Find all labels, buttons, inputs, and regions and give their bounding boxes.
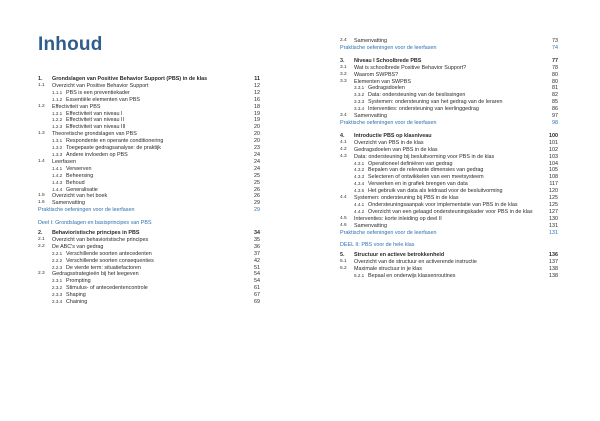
toc-entry[interactable] <box>38 265 260 272</box>
toc-entry-label: Samenvatting <box>354 38 387 44</box>
toc-entry-number: 1.1.2 <box>52 96 63 102</box>
toc-entry-label: Behavioristische principes in PBS <box>52 230 140 237</box>
toc-left-column <box>38 73 260 306</box>
toc-entry-number: 4.3.2 <box>354 167 365 173</box>
toc-entry-label: Bepaal en onderwijs klassenroutines <box>368 273 456 280</box>
toc-entry-page: 61 <box>254 285 260 292</box>
toc-entry-number: 3. <box>340 57 345 64</box>
toc-entry[interactable] <box>38 193 260 200</box>
toc-entry[interactable] <box>340 99 558 106</box>
toc-entry-label: Verschillende soorten antecedenten <box>66 250 152 257</box>
toc-entry-page: 26 <box>254 193 260 200</box>
toc-entry[interactable] <box>340 266 558 273</box>
toc-entry-label: Samenvatting <box>354 113 387 120</box>
toc-entry[interactable] <box>38 251 260 258</box>
toc-entry-label: Data: ondersteuning van de beslissingen <box>368 92 466 99</box>
toc-entry-number: 1.4 <box>38 158 45 164</box>
toc-entry-label: Systemen: ondersteuning van het gedrag van de leraren <box>368 99 503 106</box>
toc-entry-label: Andere invloeden op PBS <box>66 151 128 158</box>
toc-right-column <box>340 38 558 280</box>
toc-entry[interactable] <box>340 140 558 147</box>
toc-entry-label: Effectiviteit van niveau III <box>66 124 126 131</box>
toc-entry[interactable] <box>340 113 558 120</box>
toc-entry-number: 4.3.5 <box>354 188 365 194</box>
toc-entry-page: 80 <box>552 78 558 85</box>
toc-entry-page: 138 <box>549 266 558 273</box>
toc-entry-page: 130 <box>549 215 558 222</box>
toc-entry-page: 97 <box>552 113 558 120</box>
toc-entry[interactable] <box>38 285 260 292</box>
toc-entry-label: Gedragsdoelen van PBS in de klas <box>354 146 438 153</box>
toc-entry-page: 29 <box>254 200 260 207</box>
toc-entry-number: 1.4.4 <box>52 186 63 192</box>
toc-entry-label: Systemen: ondersteuning bij PBS in de klas <box>354 195 459 202</box>
toc-entry-page: 73 <box>552 38 558 44</box>
toc-entry-label: Overzicht van het boek <box>52 193 108 200</box>
toc-entry-number: 4.4.2 <box>354 208 365 214</box>
toc-entry-page: 24 <box>254 165 260 172</box>
toc-entry[interactable] <box>38 145 260 152</box>
toc-entry[interactable] <box>38 104 260 111</box>
toc-spacer <box>340 127 558 130</box>
toc-entry-page: 20 <box>254 138 260 145</box>
toc-entry-label: Shaping <box>66 292 86 299</box>
toc-entry-number: 2.3.3 <box>52 292 63 298</box>
toc-entry-label: Maximale structuur in je klas <box>354 266 423 273</box>
toc-entry-label: Overzicht van PBS in de klas <box>354 139 424 146</box>
toc-entry-page: 19 <box>254 117 260 124</box>
toc-entry-number: 2.2.1 <box>52 250 63 256</box>
toc-entry-page: 20 <box>254 124 260 131</box>
toc-entry-label: Overzicht van Positive Behavior Support <box>52 82 149 89</box>
toc-entry[interactable] <box>340 167 558 174</box>
toc-entry-label: De ABC's van gedrag <box>52 243 104 250</box>
toc-entry-page: 34 <box>254 230 260 237</box>
toc-entry-number: 1.3.2 <box>52 145 63 151</box>
toc-entry-page: 35 <box>254 236 260 243</box>
toc-entry-label: Introductie PBS op klasniveau <box>354 132 432 139</box>
toc-entry-number: 4.6 <box>340 222 347 228</box>
toc-entry-page: 78 <box>552 64 558 71</box>
toc-entry-page: 12 <box>254 89 260 96</box>
toc-entry-page: 138 <box>549 273 558 280</box>
toc-part-heading[interactable] <box>38 220 260 227</box>
toc-entry-page: 37 <box>254 250 260 257</box>
toc-entry-number: 4.5 <box>340 215 347 221</box>
toc-entry-page: 131 <box>549 229 558 236</box>
toc-entry-page: 16 <box>254 96 260 103</box>
toc-entry-page: 98 <box>552 119 558 126</box>
toc-entry[interactable] <box>340 161 558 168</box>
toc-entry-label: Deel I: Grondslagen en basisprincipes van PBS <box>38 220 152 227</box>
toc-entry-number: 1.5 <box>38 193 45 199</box>
toc-entry-number: 1.6 <box>38 200 45 206</box>
toc-entry-label: Niveau I Schoolbrede PBS <box>354 57 422 64</box>
toc-entry-label: Overzicht van de structuur en activerende instructie <box>354 259 477 266</box>
toc-entry[interactable] <box>340 230 558 237</box>
toc-entry-number: 5.1 <box>340 259 347 265</box>
toc-entry[interactable] <box>38 124 260 131</box>
toc-entry-page: 42 <box>254 257 260 264</box>
toc-entry-label: Effectiviteit van PBS <box>52 103 101 110</box>
toc-entry-label: PBS is een preventiekader <box>66 89 130 96</box>
toc-entry-number: 4.3.1 <box>354 160 365 166</box>
toc-entry-page: 19 <box>254 110 260 117</box>
toc-entry-page: 18 <box>254 103 260 110</box>
toc-entry-number: 2.3 <box>38 271 45 277</box>
toc-entry-page: 117 <box>549 181 558 188</box>
toc-entry-label: Waarom SWPBS? <box>354 71 399 78</box>
toc-entry[interactable] <box>340 106 558 113</box>
toc-entry-label: Stimulus- of antecedentencontrole <box>66 285 148 292</box>
toc-entry-number: 1.1 <box>38 82 45 88</box>
toc-entry[interactable] <box>38 180 260 187</box>
toc-entry-label: Beheersing <box>66 172 94 179</box>
toc-entry-number: 4.4.1 <box>354 201 365 207</box>
toc-entry-label: De vierde term: situatiefactoren <box>66 264 141 271</box>
toc-entry-label: Verwerven <box>66 165 92 172</box>
toc-entry-number: 2. <box>38 230 43 237</box>
toc-entry-label: Wat is schoolbrede Positive Behavior Support? <box>354 64 467 71</box>
toc-entry-page: 82 <box>552 92 558 99</box>
toc-entry-page: 11 <box>254 76 260 82</box>
toc-entry[interactable] <box>340 216 558 223</box>
toc-entry[interactable] <box>340 188 558 195</box>
toc-entry[interactable] <box>340 195 558 202</box>
toc-entry-label: Respondente en operante conditionering <box>66 138 164 145</box>
toc-entry-label: Verschillende soorten consequenties <box>66 257 154 264</box>
toc-entry[interactable] <box>340 79 558 86</box>
toc-entry[interactable] <box>38 237 260 244</box>
toc-entry-page: 104 <box>549 160 558 167</box>
toc-entry-label: Interventies: korte inleiding op deel II <box>354 215 442 222</box>
toc-chapter-entry[interactable] <box>38 230 260 237</box>
toc-entry-page: 74 <box>552 44 558 51</box>
toc-entry[interactable] <box>38 200 260 207</box>
toc-entry[interactable] <box>38 83 260 90</box>
toc-entry[interactable] <box>340 174 558 181</box>
toc-entry[interactable] <box>340 202 558 209</box>
toc-entry[interactable] <box>340 45 558 52</box>
toc-entry-number: 2.3.4 <box>52 299 63 305</box>
toc-entry-label: Behoud <box>66 179 85 186</box>
toc-entry-number: 2.2.2 <box>52 257 63 263</box>
toc-entry-label: Gedragsstrategieën bij het leegeven <box>52 271 139 278</box>
toc-entry[interactable] <box>38 90 260 97</box>
toc-entry-page: 127 <box>549 208 558 215</box>
toc-entry-number: 1.3 <box>38 131 45 137</box>
toc-entry-page: 67 <box>254 292 260 299</box>
toc-entry-page: 69 <box>254 299 260 306</box>
toc-entry-label: Selecteren of ontwikkelen van een meetsysteem <box>368 174 484 181</box>
toc-entry-number: 3.4 <box>340 113 347 119</box>
toc-entry[interactable] <box>340 259 558 266</box>
toc-chapter-entry[interactable] <box>340 58 558 65</box>
toc-entry-label: Essentiële elementen van PBS <box>66 96 141 103</box>
toc-entry-label: Chaining <box>66 299 88 306</box>
toc-entry-number: 1. <box>38 76 43 82</box>
toc-entry[interactable] <box>340 38 558 45</box>
toc-entry[interactable] <box>340 154 558 161</box>
toc-entry[interactable] <box>38 152 260 159</box>
toc-entry-label: Ondersteuningsaanpak voor implementatie van PBS in de klas <box>368 201 518 208</box>
toc-entry-number: 1.4.1 <box>52 165 63 171</box>
toc-entry[interactable] <box>340 147 558 154</box>
toc-part-heading[interactable] <box>340 242 558 249</box>
toc-entry-label: Toegepaste gedragsanalyse: de praktijk <box>66 145 161 152</box>
toc-entry-page: 24 <box>254 158 260 165</box>
toc-entry-label: Praktische oefeningen voor de leerfasen <box>340 119 437 126</box>
toc-entry-number: 5.2.1 <box>354 273 365 279</box>
toc-entry[interactable] <box>340 85 558 92</box>
toc-entry-number: 3.3.3 <box>354 99 365 105</box>
toc-entry[interactable] <box>340 223 558 230</box>
toc-entry[interactable] <box>38 131 260 138</box>
toc-entry[interactable] <box>38 117 260 124</box>
toc-entry-number: 4.4 <box>340 195 347 201</box>
toc-entry-number: 2.4 <box>340 38 347 43</box>
toc-entry-page: 36 <box>254 243 260 250</box>
toc-entry-label: Bepalen van de relevante dimensies van gedrag <box>368 167 484 174</box>
toc-entry-number: 4.3.4 <box>354 181 365 187</box>
toc-entry-label: Overzicht van een gelaagd ondersteuningskader voor PBS in de klas <box>368 208 533 215</box>
toc-entry-number: 5. <box>340 252 345 259</box>
toc-entry-number: 3.2 <box>340 71 347 77</box>
toc-entry-page: 25 <box>254 179 260 186</box>
toc-entry-number: 4.3 <box>340 153 347 159</box>
toc-entry-label: Effectiviteit van niveau II <box>66 117 125 124</box>
toc-entry-page: 81 <box>552 85 558 92</box>
toc-entry-page: 23 <box>254 145 260 152</box>
toc-entry[interactable] <box>38 258 260 265</box>
toc-entry-label: Elementen van SWPBS <box>354 78 411 85</box>
toc-entry-number: 4.1 <box>340 139 347 145</box>
toc-entry-page: 136 <box>549 252 558 259</box>
toc-entry-label: Generalisatie <box>66 186 98 193</box>
toc-entry[interactable] <box>38 271 260 278</box>
toc-entry-label: DEEL II: PBS voor de hele klas <box>340 242 415 249</box>
toc-entry-page: 24 <box>254 151 260 158</box>
toc-entry-page: 86 <box>552 106 558 113</box>
toc-entry[interactable] <box>38 159 260 166</box>
toc-entry-label: Praktische oefeningen voor de leerfasen <box>340 229 437 236</box>
toc-entry-page: 125 <box>549 195 558 202</box>
toc-entry-number: 4.3.3 <box>354 174 365 180</box>
toc-entry-number: 4.2 <box>340 146 347 152</box>
toc-entry[interactable] <box>38 138 260 145</box>
toc-entry-number: 2.3.2 <box>52 285 63 291</box>
toc-entry[interactable] <box>38 278 260 285</box>
toc-entry-page: 100 <box>549 132 558 139</box>
toc-entry-page: 77 <box>552 57 558 64</box>
toc-entry-number: 2.3.1 <box>52 278 63 284</box>
toc-entry[interactable] <box>340 181 558 188</box>
toc-entry-number: 3.1 <box>340 64 347 70</box>
toc-entry[interactable] <box>38 166 260 173</box>
toc-entry-page: 26 <box>254 186 260 193</box>
toc-entry-page: 105 <box>549 167 558 174</box>
toc-entry-number: 1.2.2 <box>52 117 63 123</box>
toc-entry-label: Verwerken en in grafiek brengen van data <box>368 181 468 188</box>
toc-entry-page: 20 <box>254 131 260 138</box>
toc-entry[interactable] <box>340 273 558 280</box>
toc-entry-page: 131 <box>549 222 558 229</box>
toc-entry-label: Structuur en actieve betrokkenheid <box>354 252 445 259</box>
toc-entry-page: 54 <box>254 278 260 285</box>
toc-entry-label: Effectiviteit van niveau I <box>66 110 123 117</box>
toc-entry[interactable] <box>340 92 558 99</box>
toc-entry-number: 2.2 <box>38 243 45 249</box>
toc-chapter-entry[interactable] <box>340 252 558 259</box>
toc-entry-label: Interventies: ondersteuning van leerlinggedrag <box>368 106 479 113</box>
toc-entry[interactable] <box>340 120 558 127</box>
toc-entry-page: 54 <box>254 271 260 278</box>
toc-entry-page: 80 <box>552 71 558 78</box>
toc-entry-number: 4. <box>340 132 345 139</box>
toc-entry-page: 137 <box>549 259 558 266</box>
toc-chapter-entry[interactable] <box>340 133 558 140</box>
toc-entry-label: Het gebruik van data als leidraad voor de besluitvorming <box>368 188 503 195</box>
toc-entry-page: 103 <box>549 153 558 160</box>
toc-entry-number: 1.2 <box>38 103 45 109</box>
toc-entry[interactable] <box>38 292 260 299</box>
toc-entry-number: 1.2.3 <box>52 124 63 130</box>
toc-entry-page: 51 <box>254 264 260 271</box>
toc-entry-page: 102 <box>549 146 558 153</box>
toc-entry-number: 1.4.3 <box>52 179 63 185</box>
toc-entry-label: Prompting <box>66 278 91 285</box>
toc-entry-number: 3.3.1 <box>354 85 365 91</box>
toc-entry-label: Praktische oefeningen voor de leerfasen <box>38 207 135 214</box>
toc-entry[interactable] <box>38 244 260 251</box>
toc-entry-number: 2.2.3 <box>52 264 63 270</box>
toc-entry-number: 5.2 <box>340 266 347 272</box>
toc-entry-label: Overzicht van behavioristische principes <box>52 236 149 243</box>
toc-entry-label: Data: ondersteuning bij besluitvorming voor PBS in de klas <box>354 153 495 160</box>
toc-entry-label: Gedragsdoelen <box>368 85 405 92</box>
toc-entry-number: 1.3.1 <box>52 138 63 144</box>
toc-entry-page: 85 <box>552 99 558 106</box>
toc-entry[interactable] <box>38 173 260 180</box>
toc-entry-number: 1.3.3 <box>52 151 63 157</box>
toc-entry-label: Samenvatting <box>52 200 85 207</box>
toc-entry-label: Leerfasen <box>52 158 76 165</box>
toc-entry[interactable] <box>38 97 260 104</box>
toc-entry[interactable] <box>38 187 260 194</box>
toc-entry-label: Praktische oefeningen voor de leerfasen <box>340 44 437 51</box>
toc-entry-page: 108 <box>549 174 558 181</box>
toc-entry-number: 1.2.1 <box>52 110 63 116</box>
toc-entry-label: Operationeel definiëren van gedrag <box>368 160 453 167</box>
toc-spacer <box>340 52 558 55</box>
toc-entry-page: 120 <box>549 188 558 195</box>
toc-entry-page: 12 <box>254 82 260 89</box>
toc-entry-page: 25 <box>254 172 260 179</box>
toc-entry-number: 3.3.2 <box>354 92 365 98</box>
toc-entry-number: 2.1 <box>38 236 45 242</box>
toc-entry-number: 1.4.2 <box>52 172 63 178</box>
toc-entry-number: 3.3 <box>340 78 347 84</box>
toc-entry[interactable] <box>340 65 558 72</box>
page-title: Inhoud <box>38 34 103 55</box>
toc-entry[interactable] <box>340 72 558 79</box>
toc-chapter-entry[interactable] <box>38 76 260 83</box>
toc-entry[interactable] <box>38 299 260 306</box>
toc-entry-page: 29 <box>254 207 260 214</box>
toc-entry-label: Grondslagen van Positive Behavior Support (PBS) in de klas <box>52 76 208 82</box>
toc-entry-label: Theoretische grondslagen van PBS <box>52 131 137 138</box>
toc-entry-number: 1.1.1 <box>52 89 63 95</box>
toc-entry[interactable] <box>38 207 260 214</box>
toc-entry-number: 3.3.4 <box>354 106 365 112</box>
toc-entry[interactable] <box>340 209 558 216</box>
toc-entry-label: Samenvatting <box>354 222 387 229</box>
toc-entry-page: 101 <box>549 139 558 146</box>
toc-entry-page: 125 <box>549 201 558 208</box>
toc-entry[interactable] <box>38 111 260 118</box>
